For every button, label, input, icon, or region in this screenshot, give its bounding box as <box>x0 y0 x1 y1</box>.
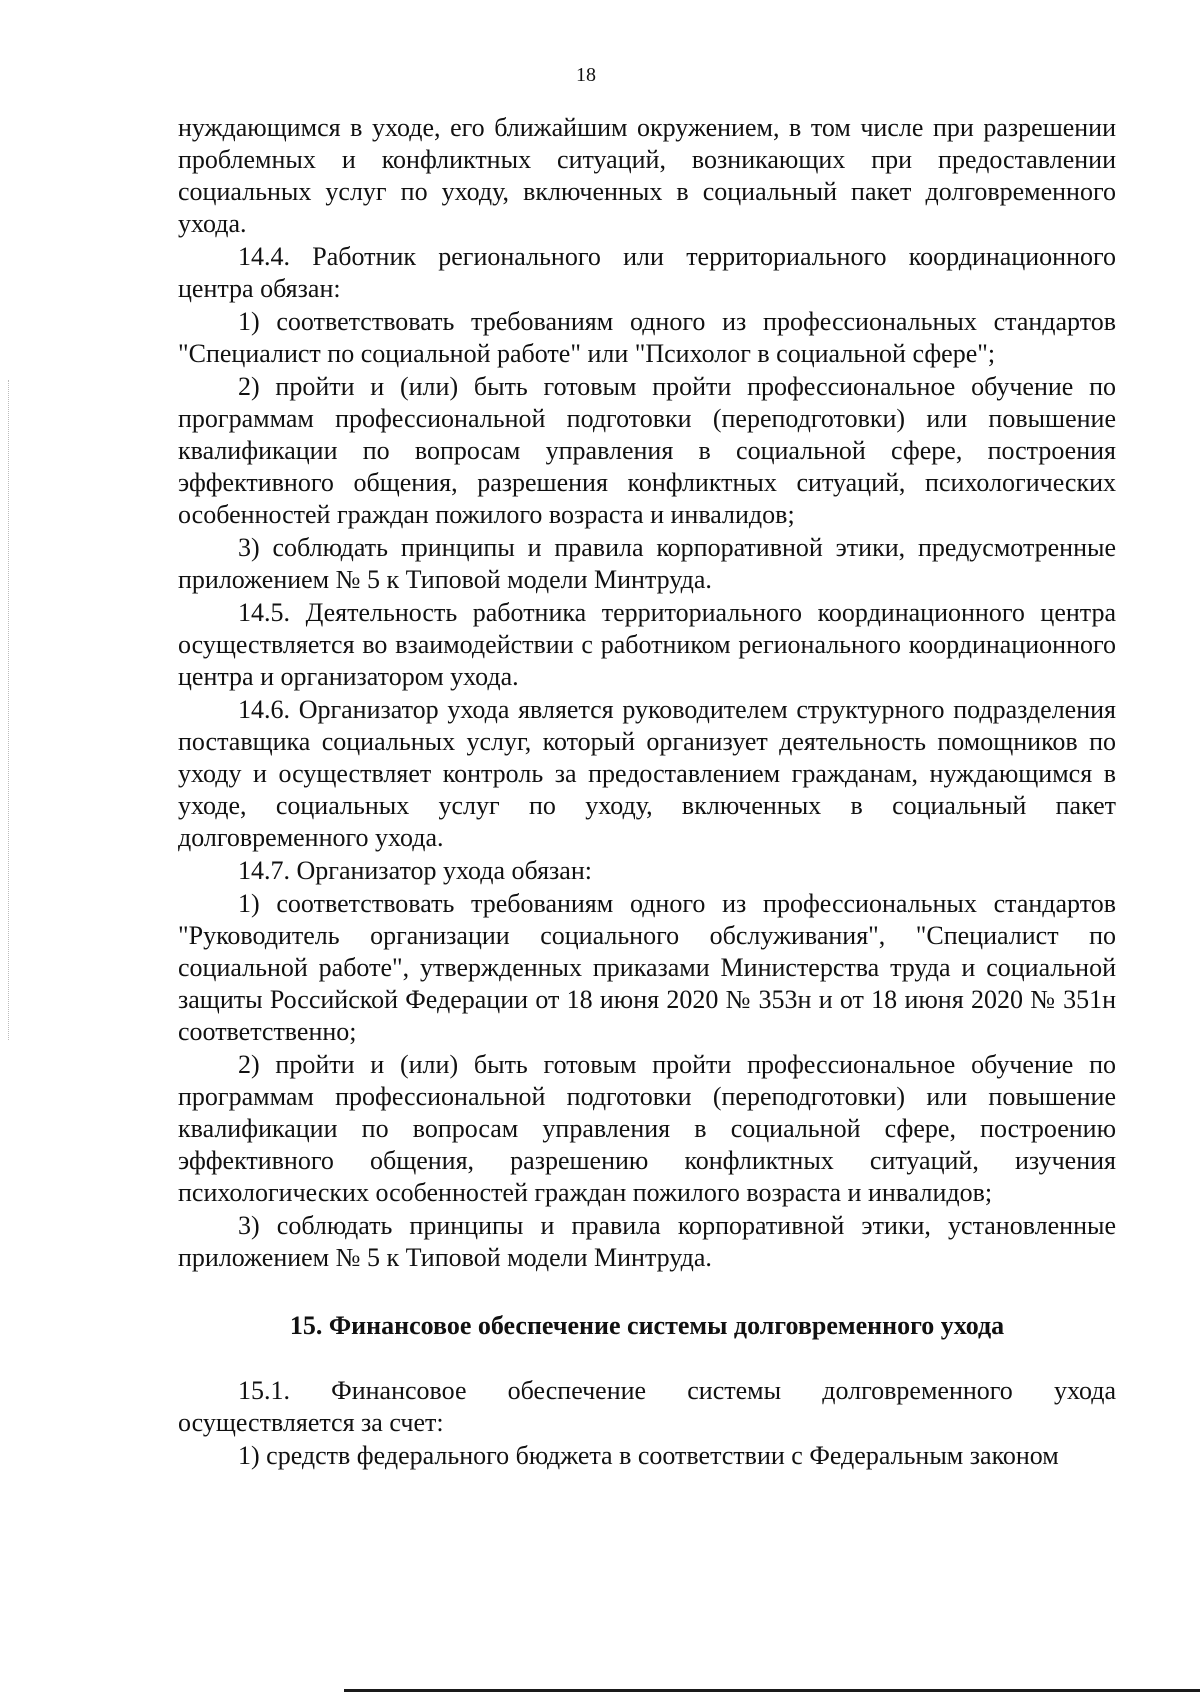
document-body <box>178 112 1116 1473</box>
paragraph: 1) соответствовать требованиям одного из профессиональных стандартов "Руководитель организации социального обслуживания", "Специалист по социальной работе", утвержденных приказами Министерства труда и социальной защиты Российской Федерации от 18 июня 2020 № 353н и от 18 июня 2020 № 351н соответственно; <box>178 889 1116 1046</box>
paragraph: нуждающимся в уходе, его ближайшим окружением, в том числе при разрешении проблемных и конфликтных ситуаций, возникающих при предоставлении социальных услуг по уходу, включенных в социальный пакет долговременного ухода. <box>178 113 1116 238</box>
paragraph: 1) средств федерального бюджета в соответствии с Федеральным законом <box>238 1441 1059 1470</box>
paragraph: 14.7. Организатор ухода обязан: <box>238 856 592 885</box>
paragraph: 3) соблюдать принципы и правила корпоративной этики, предусмотренные приложением № 5 к Типовой модели Минтруда. <box>178 533 1116 594</box>
section-heading: 15. Финансовое обеспечение системы долговременного ухода <box>289 1311 1005 1340</box>
paragraph: 14.6. Организатор ухода является руководителем структурного подразделения поставщика социальных услуг, который организует деятельность помощников по уходу и осуществляет контроль за предоставлением гражданам, нуждающимся в уходе, социальных услуг по уходу, включенных в социальный пакет долговременного ухода. <box>178 695 1116 852</box>
paragraph: 3) соблюдать принципы и правила корпоративной этики, установленные приложением № 5 к Типовой модели Минтруда. <box>178 1211 1116 1272</box>
paragraph: 2) пройти и (или) быть готовым пройти профессиональное обучение по программам профессиональной подготовки (переподготовки) или повышение квалификации по вопросам управления в социальной сфере, построения эффективного общения, разрешения конфликтных ситуаций, психологических особенностей граждан пожилого возраста и инвалидов; <box>178 372 1116 529</box>
bottom-rule <box>344 1689 1200 1692</box>
paragraph: 14.5. Деятельность работника территориального координационного центра осуществляется во взаимодействии с работником регионального координационного центра и организатором ухода. <box>178 598 1116 691</box>
paragraph: 14.4. Работник регионального или территориального координационного центра обязан: <box>178 242 1116 303</box>
paragraph: 1) соответствовать требованиям одного из профессиональных стандартов "Специалист по социальной работе" или "Психолог в социальной сфере"; <box>178 307 1116 368</box>
paragraph: 2) пройти и (или) быть готовым пройти профессиональное обучение по программам профессиональной подготовки (переподготовки) или повышение квалификации по вопросам управления в социальной сфере, построению эффективного общения, разрешению конфликтных ситуаций, изучения психологических особенностей граждан пожилого возраста и инвалидов; <box>178 1050 1116 1207</box>
page-number: 18 <box>576 64 596 86</box>
paragraph: 15.1. Финансовое обеспечение системы долговременного ухода осуществляется за счет: <box>178 1376 1116 1437</box>
scan-margin-mark <box>8 380 9 1040</box>
